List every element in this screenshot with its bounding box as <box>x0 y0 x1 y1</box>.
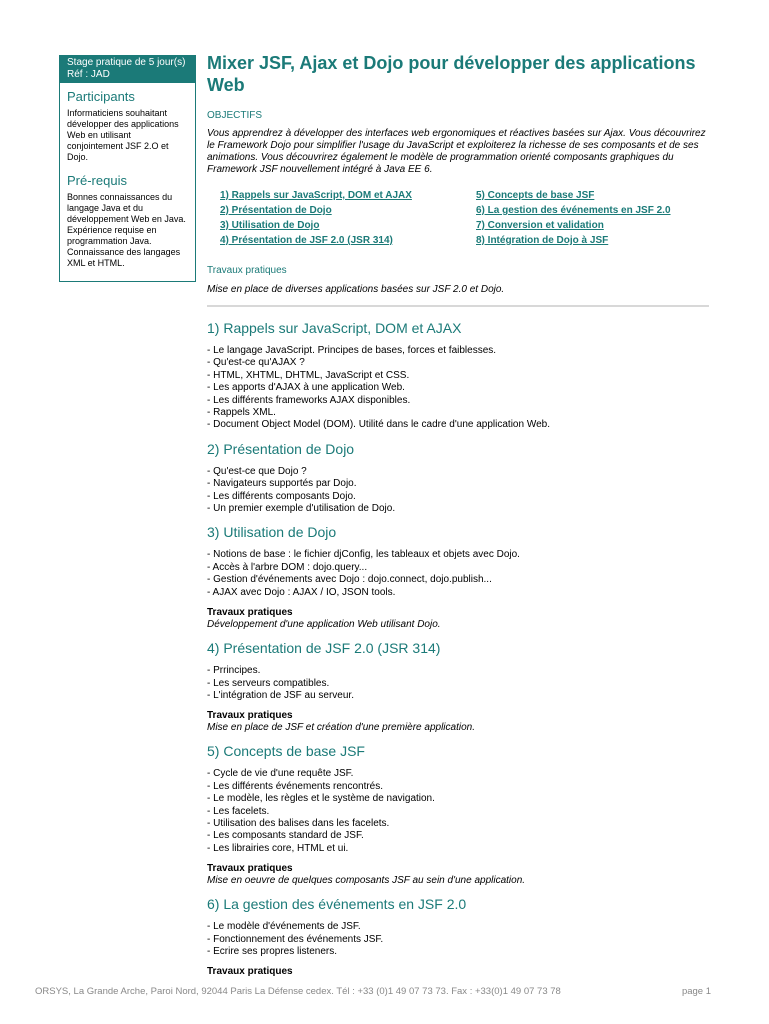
prerequis-text: Bonnes connaissances du langage Java et du développement Web en Java. Expérience requise en programmation Java. Connaissance des langages XML et HTML. <box>67 192 186 268</box>
toc-link[interactable]: 4) Présentation de JSF 2.0 (JSR 314) <box>220 235 393 246</box>
section-list <box>207 921 709 958</box>
list-item: - Qu'est-ce que Dojo ? <box>207 465 307 477</box>
list-item: - Le modèle, les règles et le système de navigation. <box>207 793 435 805</box>
section-tp-text: Mise en place de JSF et création d'une première application. <box>207 722 475 734</box>
course-reference: Réf : JAD <box>67 69 110 80</box>
section-list <box>207 665 709 702</box>
course-section <box>207 742 709 887</box>
travaux-pratiques-text: Mise en place de diverses applications basées sur JSF 2.0 et Dojo. <box>207 284 505 295</box>
participants-heading: Participants <box>67 89 135 104</box>
list-item: - Les différents événements rencontrés. <box>207 780 384 792</box>
toc-left-column <box>220 188 476 248</box>
toc-link[interactable]: 7) Conversion et validation <box>476 220 604 231</box>
section-tp-text: Mise en oeuvre de quelques composants JSF au sein d'une application. <box>207 875 526 887</box>
page-number: page 1 <box>681 986 711 997</box>
course-section <box>207 895 709 978</box>
section-tp-label: Travaux pratiques <box>207 710 293 722</box>
list-item: - HTML, XHTML, DHTML, JavaScript et CSS. <box>207 369 410 381</box>
toc-link[interactable]: 6) La gestion des événements en JSF 2.0 <box>476 205 671 216</box>
section-divider <box>207 305 709 307</box>
prerequis-heading: Pré-requis <box>67 173 127 188</box>
list-item: - Fonctionnement des événements JSF. <box>207 933 384 945</box>
section-tp-label: Travaux pratiques <box>207 863 293 875</box>
list-item: - Les facelets. <box>207 805 270 817</box>
course-section <box>207 319 709 432</box>
travaux-pratiques-heading: Travaux pratiques <box>207 265 287 276</box>
footer-address: ORSYS, La Grande Arche, Paroi Nord, 92044 Paris La Défense cedex. Tél : +33 (0)1 49 07 73 73. Fax : +33(0)1 49 07 73 78 <box>35 986 561 997</box>
list-item: - Qu'est-ce qu'AJAX ? <box>207 357 305 369</box>
section-title: 6) La gestion des événements en JSF 2.0 <box>207 896 467 913</box>
list-item: - Gestion d'événements avec Dojo : dojo.connect, dojo.publish... <box>207 574 492 586</box>
section-tp-label: Travaux pratiques <box>207 607 293 619</box>
list-item: - Prrincipes. <box>207 665 261 677</box>
section-title: 1) Rappels sur JavaScript, DOM et AJAX <box>207 320 462 336</box>
list-item: - Document Object Model (DOM). Utilité dans le cadre d'une application Web. <box>207 419 550 431</box>
list-item: - AJAX avec Dojo : AJAX / IO, JSON tools. <box>207 586 396 598</box>
page-title: Mixer JSF, Ajax et Dojo pour développer des applications Web <box>207 53 696 95</box>
toc-link[interactable]: 5) Concepts de base JSF <box>476 190 595 201</box>
course-section <box>207 523 709 631</box>
list-item: - Le langage JavaScript. Principes de bases, forces et faiblesses. <box>207 345 497 356</box>
course-info-sidebar <box>59 55 196 282</box>
table-of-contents <box>207 188 709 248</box>
toc-link[interactable]: 2) Présentation de Dojo <box>220 205 332 216</box>
main-content <box>207 52 709 978</box>
section-title: 3) Utilisation de Dojo <box>207 524 337 541</box>
list-item: - Le modèle d'événements de JSF. <box>207 921 361 933</box>
list-item: - L'intégration de JSF au serveur. <box>207 689 354 701</box>
section-list <box>207 345 709 432</box>
list-item: - Utilisation des balises dans les facelets. <box>207 817 390 829</box>
section-list <box>207 768 709 855</box>
list-item: - Navigateurs supportés par Dojo. <box>207 478 357 490</box>
course-banner <box>60 56 195 83</box>
list-item: - Les serveurs compatibles. <box>207 677 330 689</box>
toc-link[interactable]: 8) Intégration de Dojo à JSF <box>476 235 609 246</box>
list-item: - Notions de base : le fichier djConfig, les tableaux et objets avec Dojo. <box>207 549 520 561</box>
list-item: - Rappels XML. <box>207 407 276 419</box>
section-list <box>207 549 709 599</box>
course-section <box>207 639 709 734</box>
section-title: 5) Concepts de base JSF <box>207 743 365 760</box>
list-item: - Les différents composants Dojo. <box>207 490 356 502</box>
list-item: - Un premier exemple d'utilisation de Dojo. <box>207 503 396 515</box>
section-tp-label: Travaux pratiques <box>207 966 293 978</box>
participants-text: Informaticiens souhaitant développer des applications Web en utilisant conjointement JSF 2.O et Dojo. <box>67 108 179 162</box>
objectifs-heading: OBJECTIFS <box>207 110 263 121</box>
list-item: - Ecrire ses propres listeners. <box>207 945 338 957</box>
toc-right-column <box>476 188 671 248</box>
list-item: - Cycle de vie d'une requête JSF. <box>207 768 354 780</box>
section-title: 4) Présentation de JSF 2.0 (JSR 314) <box>207 640 441 657</box>
course-sections <box>207 319 709 978</box>
list-item: - Les apports d'AJAX à une application Web. <box>207 382 405 394</box>
section-tp-text: Développement d'une application Web utilisant Dojo. <box>207 619 441 631</box>
objectifs-text: Vous apprendrez à développer des interfaces web ergonomiques et réactives basées sur Ajax. Vous découvrirez le Framework Dojo pour simplifier l'usage du JavaScript et exploiterez la richesse de ses composants et de ses animations. Vous découvrirez également le modèle de programmation orienté composants graphiques du Framework JSF nouvellement intégré à Java EE 6. <box>207 128 706 175</box>
list-item: - Les différents frameworks AJAX disponibles. <box>207 394 411 406</box>
toc-link[interactable]: 1) Rappels sur JavaScript, DOM et AJAX <box>220 190 412 201</box>
section-title: 2) Présentation de Dojo <box>207 440 355 457</box>
list-item: - Les librairies core, HTML et ui. <box>207 842 349 854</box>
course-section <box>207 440 709 516</box>
section-list <box>207 466 709 516</box>
course-duration: Stage pratique de 5 jour(s) <box>67 57 186 68</box>
list-item: - Accès à l'arbre DOM : dojo.query... <box>207 561 368 573</box>
list-item: - Les composants standard de JSF. <box>207 830 364 842</box>
toc-link[interactable]: 3) Utilisation de Dojo <box>220 220 320 231</box>
page-footer <box>35 986 711 997</box>
